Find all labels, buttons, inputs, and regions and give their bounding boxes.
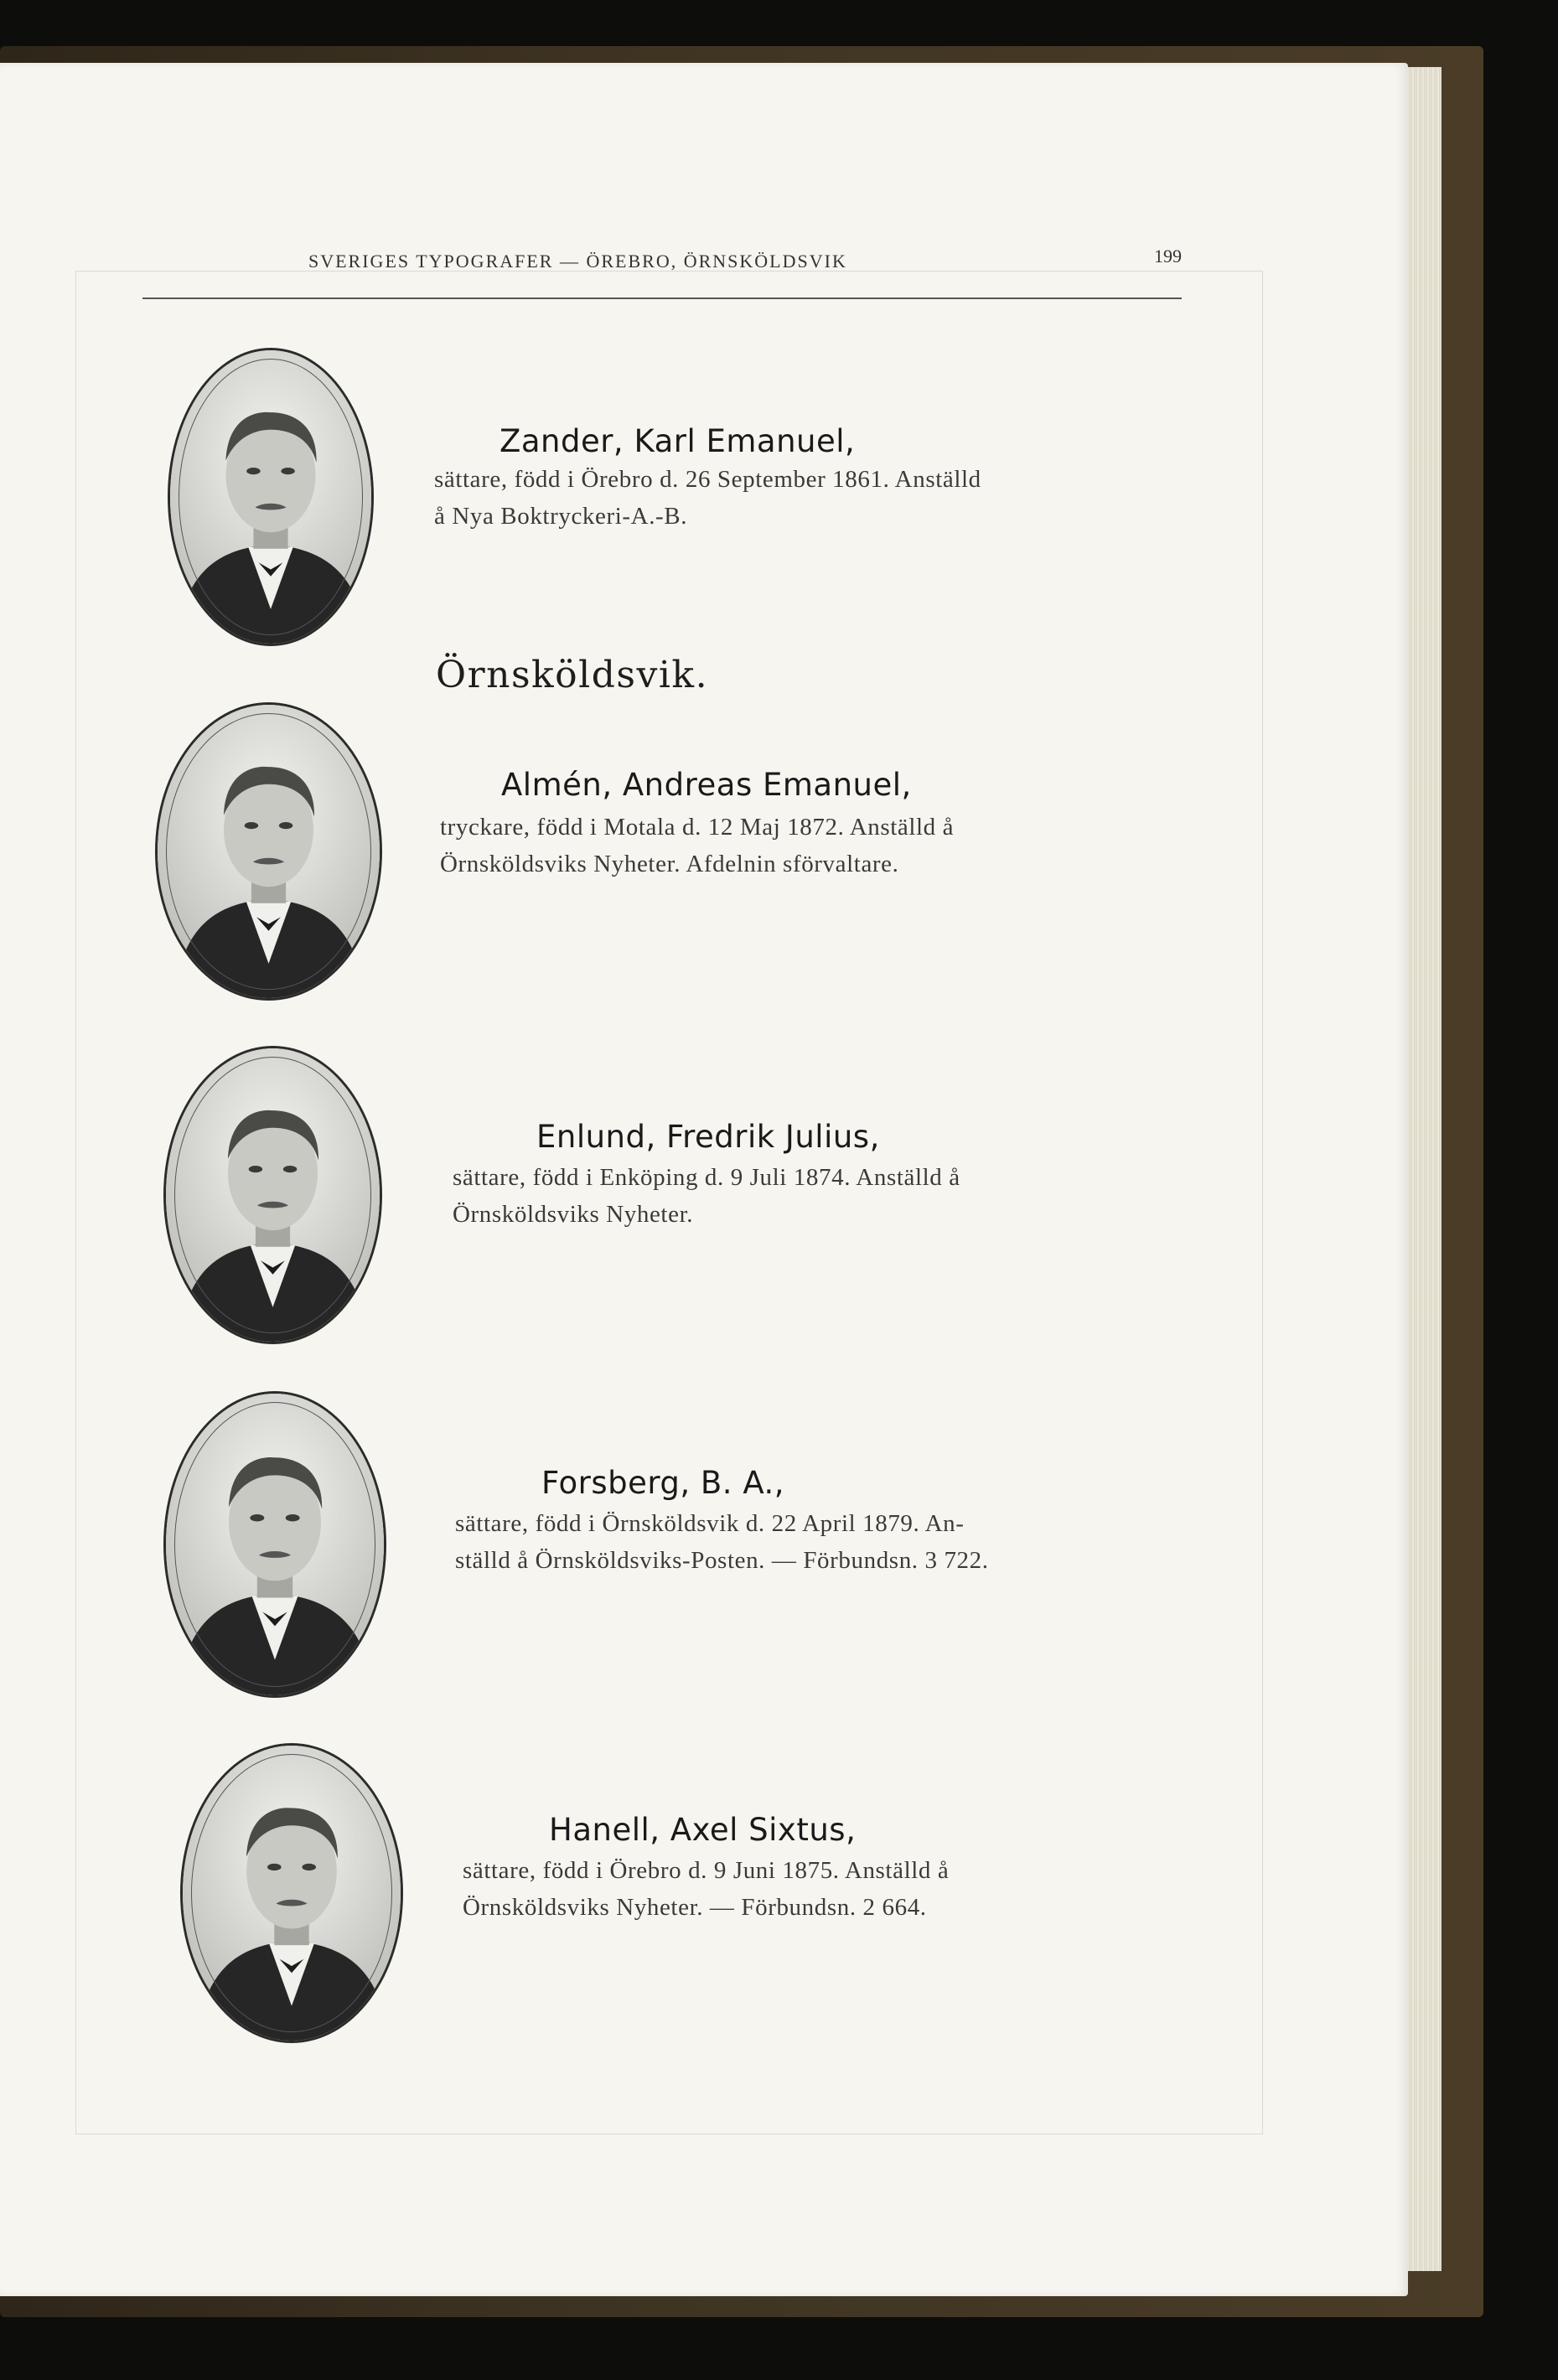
- portrait-photo: [166, 1048, 380, 1342]
- bio-line: sättare, född i Örnsköldsvik d. 22 April 1879. An-: [455, 1510, 965, 1537]
- entry-name: Zander, Karl Emanuel,: [499, 423, 856, 459]
- entry-bio: [440, 809, 1194, 882]
- page-number: 199: [1154, 246, 1182, 266]
- bio-line: sättare, född i Örebro d. 9 Juni 1875. Anställd å: [463, 1857, 950, 1884]
- entry-bio: [463, 1852, 1217, 1926]
- running-title: SVERIGES TYPOGRAFER — ÖREBRO, ÖRNSKÖLDSVIK: [308, 251, 847, 272]
- header-rule: [142, 298, 1182, 299]
- portrait-zander: [168, 348, 374, 646]
- portrait-photo: [183, 1746, 401, 2041]
- entry-name: Hanell, Axel Sixtus,: [549, 1812, 857, 1848]
- bio-line: Örnsköldsviks Nyheter. Afdelnin sförvaltare.: [440, 851, 899, 877]
- portrait-photo: [158, 705, 380, 998]
- portrait-hanell: [180, 1743, 403, 2043]
- entry-name: Almén, Andreas Emanuel,: [501, 767, 912, 803]
- bio-line: Örnsköldsviks Nyheter. — Förbundsn. 2 664.: [463, 1894, 927, 1921]
- entry-bio: [434, 461, 1188, 535]
- portrait-photo: [166, 1394, 384, 1695]
- portrait-forsberg: [163, 1391, 386, 1698]
- bio-line: sättare, född i Enköping d. 9 Juli 1874. Anställd å: [453, 1164, 960, 1191]
- bio-line: å Nya Boktryckeri-A.-B.: [434, 503, 688, 530]
- bio-line: Örnsköldsviks Nyheter.: [453, 1201, 694, 1228]
- portrait-photo: [170, 350, 371, 644]
- section-heading: Örnsköldsvik.: [436, 654, 709, 696]
- entry-name: Enlund, Fredrik Julius,: [536, 1119, 880, 1155]
- entry-bio: [455, 1505, 1209, 1579]
- bio-line: ställd å Örnsköldsviks-Posten. — Förbundsn. 3 722.: [455, 1547, 989, 1574]
- portrait-almen: [155, 702, 382, 1001]
- bio-line: sättare, född i Örebro d. 26 September 1861. Anställd: [434, 466, 981, 493]
- bio-line: tryckare, född i Motala d. 12 Maj 1872. Anställd å: [440, 814, 955, 841]
- running-head: [142, 239, 1182, 306]
- entry-bio: [453, 1159, 1207, 1233]
- entry-name: Forsberg, B. A.,: [541, 1465, 784, 1501]
- portrait-enlund: [163, 1046, 382, 1344]
